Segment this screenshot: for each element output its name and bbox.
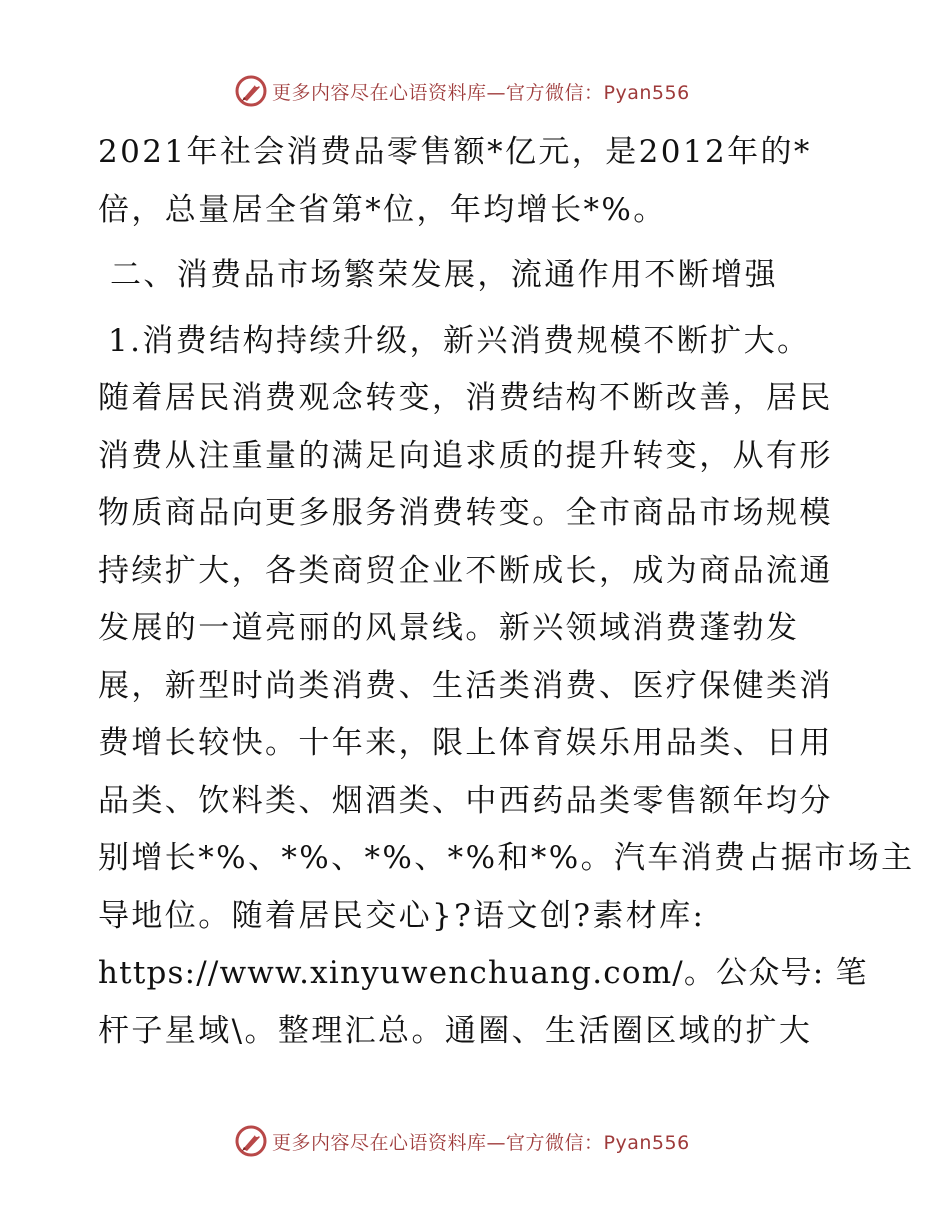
body-line-url: https://www.xinyuwenchuang.com/。公众号: 笔 — [98, 955, 868, 991]
item-title: 1.消费结构持续升级，新兴消费规模不断扩大。 — [108, 322, 811, 359]
body-line: 物质商品向更多服务消费转变。全市商品市场规模 — [98, 495, 833, 531]
body-line: 杆子星域\。整理汇总。通圈、生活圈区域的扩大 — [98, 1012, 813, 1049]
watermark-text: 更多内容尽在心语资料库—官方微信：Pyan556 — [272, 81, 690, 104]
body-line: 随着居民消费观念转变，消费结构不断改善，居民 — [98, 380, 833, 416]
pen-logo-icon — [234, 74, 268, 108]
body-line: 费增长较快。十年来，限上体育娱乐用品类、日用 — [98, 725, 833, 761]
body-line: 展，新型时尚类消费、生活类消费、医疗保健类消 — [98, 667, 833, 704]
body-line: 导地位。随着居民交心}?语文创?素材库: — [98, 897, 706, 934]
document-body — [98, 124, 915, 1060]
body-line: 持续扩大，各类商贸企业不断成长，成为商品流通 — [98, 552, 833, 589]
body-line: 消费从注重量的满足向追求质的提升转变，从有形 — [98, 437, 833, 474]
body-line: 品类、饮料类、烟酒类、中西药品类零售额年均分 — [98, 782, 833, 819]
watermark-footer — [234, 1121, 690, 1161]
watermark-text: 更多内容尽在心语资料库—官方微信：Pyan556 — [272, 1131, 690, 1154]
intro-line: 倍，总量居全省第*位，年均增长*%。 — [98, 191, 667, 228]
watermark-header — [234, 71, 690, 111]
section-heading: 二、消费品市场繁荣发展，流通作用不断增强 — [110, 257, 778, 293]
intro-line: 2021年社会消费品零售额*亿元，是2012年的* — [98, 134, 812, 170]
pen-logo-icon — [234, 1124, 268, 1158]
body-line: 别增长*%、*%、*%、*%和*%。汽车消费占据市场主 — [98, 840, 915, 876]
body-line: 发展的一道亮丽的风景线。新兴领域消费蓬勃发 — [98, 610, 800, 646]
